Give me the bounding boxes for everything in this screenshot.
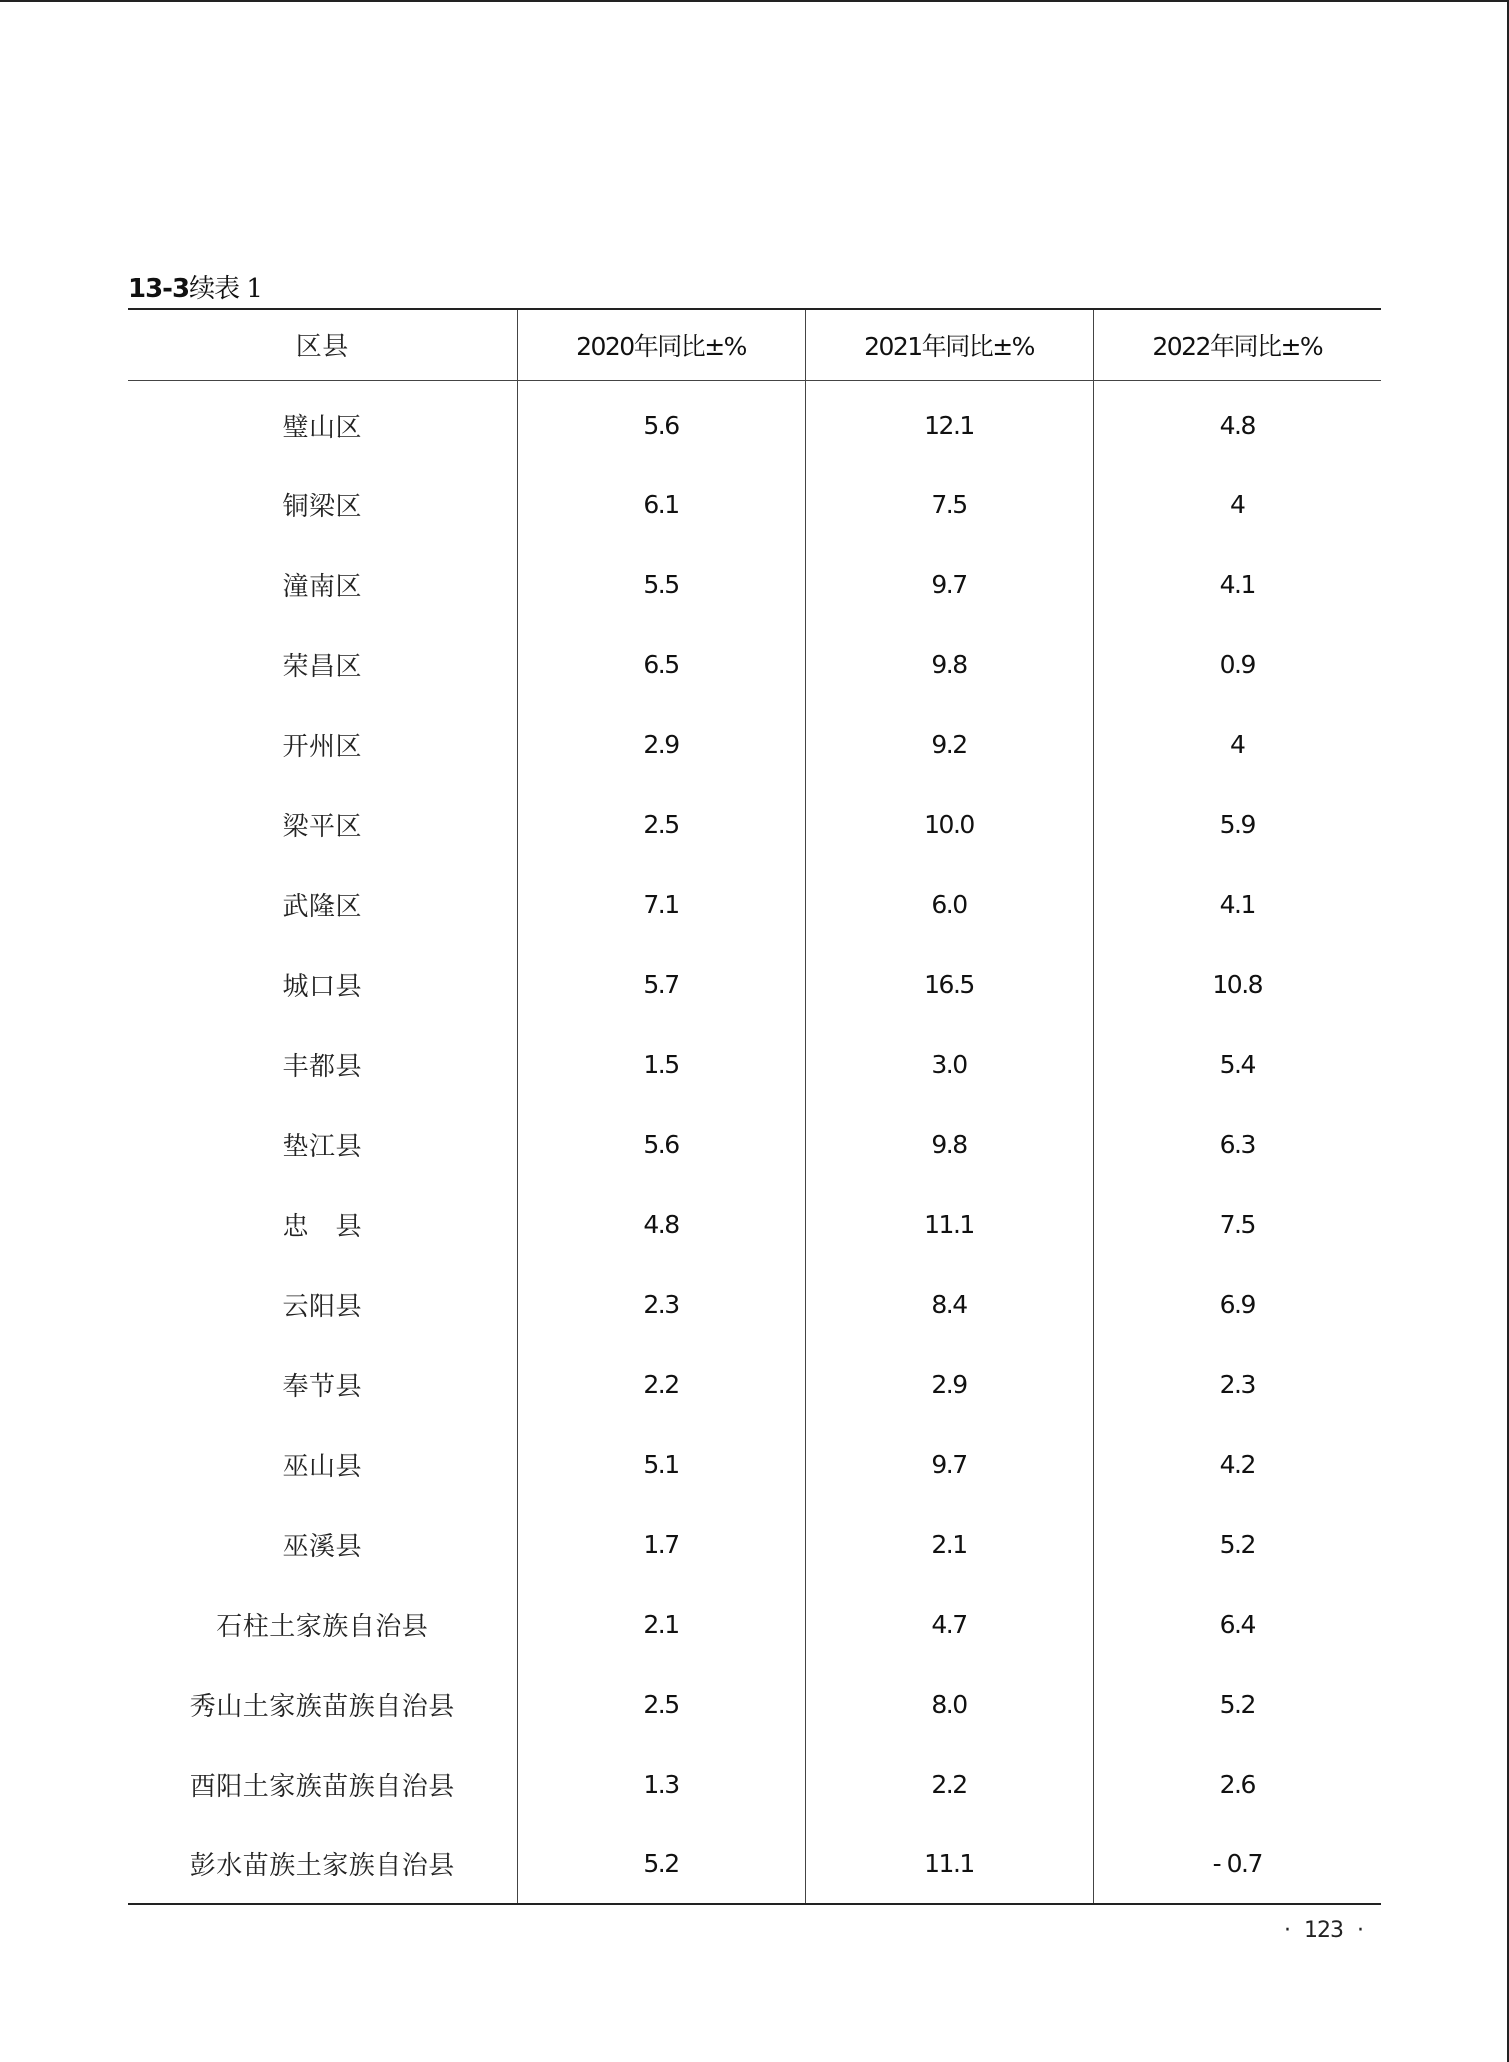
cell-region: 城口县 bbox=[282, 971, 362, 1002]
cell-2020: 2.5 bbox=[517, 784, 805, 864]
table-row bbox=[128, 1664, 1381, 1744]
cell-region: 荣昌区 bbox=[282, 651, 362, 682]
cell-2021: 9.7 bbox=[805, 544, 1093, 624]
cell-region: 秀山土家族苗族自治县 bbox=[189, 1691, 455, 1722]
cell-region: 开州区 bbox=[282, 731, 362, 762]
cell-2022: 4 bbox=[1093, 464, 1381, 544]
cell-region: 石柱土家族自治县 bbox=[216, 1611, 429, 1642]
cell-2020: 2.3 bbox=[517, 1264, 805, 1344]
table-row bbox=[128, 624, 1381, 704]
cell-region: 铜梁区 bbox=[282, 491, 362, 522]
cell-2022: - 0.7 bbox=[1093, 1824, 1381, 1904]
cell-region: 奉节县 bbox=[282, 1371, 362, 1402]
cell-2022: 4 bbox=[1093, 704, 1381, 784]
cell-2022: 5.4 bbox=[1093, 1024, 1381, 1104]
cell-2021: 9.8 bbox=[805, 624, 1093, 704]
cell-2021: 11.1 bbox=[805, 1824, 1093, 1904]
cell-region: 酉阳土家族苗族自治县 bbox=[189, 1771, 455, 1802]
cell-2022: 5.9 bbox=[1093, 784, 1381, 864]
cell-region: 忠 县 bbox=[282, 1211, 362, 1242]
table-row bbox=[128, 944, 1381, 1024]
cell-2021: 2.9 bbox=[805, 1344, 1093, 1424]
table-row bbox=[128, 1024, 1381, 1104]
table-row bbox=[128, 1264, 1381, 1344]
cell-2021: 16.5 bbox=[805, 944, 1093, 1024]
cell-region: 梁平区 bbox=[282, 811, 362, 842]
cell-2021: 9.7 bbox=[805, 1424, 1093, 1504]
cell-2021: 2.2 bbox=[805, 1744, 1093, 1824]
table-row bbox=[128, 704, 1381, 784]
cell-2020: 5.7 bbox=[517, 944, 805, 1024]
table-row bbox=[128, 380, 1381, 464]
cell-2020: 1.7 bbox=[517, 1504, 805, 1584]
cell-2021: 9.8 bbox=[805, 1104, 1093, 1184]
cell-2022: 4.1 bbox=[1093, 544, 1381, 624]
cell-2021: 9.2 bbox=[805, 704, 1093, 784]
cell-2021: 8.4 bbox=[805, 1264, 1093, 1344]
header-2020: 2020年同比±% bbox=[517, 309, 805, 380]
table-row bbox=[128, 1424, 1381, 1504]
cell-2020: 5.5 bbox=[517, 544, 805, 624]
table-title-suffix: 续表 1 bbox=[189, 274, 262, 304]
cell-2021: 6.0 bbox=[805, 864, 1093, 944]
table-row bbox=[128, 1584, 1381, 1664]
cell-2022: 2.3 bbox=[1093, 1344, 1381, 1424]
cell-2020: 5.2 bbox=[517, 1824, 805, 1904]
cell-2022: 6.4 bbox=[1093, 1584, 1381, 1664]
table-number: 13-3 bbox=[128, 274, 190, 304]
cell-region: 垫江县 bbox=[282, 1131, 362, 1162]
table-row bbox=[128, 1184, 1381, 1264]
page-number bbox=[1270, 1918, 1377, 1943]
cell-2021: 10.0 bbox=[805, 784, 1093, 864]
cell-2022: 5.2 bbox=[1093, 1664, 1381, 1744]
cell-2020: 5.1 bbox=[517, 1424, 805, 1504]
table-row bbox=[128, 1824, 1381, 1904]
table-row bbox=[128, 864, 1381, 944]
cell-2021: 3.0 bbox=[805, 1024, 1093, 1104]
cell-2020: 5.6 bbox=[517, 1104, 805, 1184]
cell-2020: 2.1 bbox=[517, 1584, 805, 1664]
cell-2020: 6.5 bbox=[517, 624, 805, 704]
header-2021: 2021年同比±% bbox=[805, 309, 1093, 380]
table-body bbox=[128, 380, 1381, 1904]
page-border-top bbox=[0, 0, 1509, 2]
cell-region: 彭水苗族土家族自治县 bbox=[128, 1824, 517, 1904]
cell-2022: 4.1 bbox=[1093, 864, 1381, 944]
header-2022: 2022年同比±% bbox=[1093, 309, 1381, 380]
cell-2021: 8.0 bbox=[805, 1664, 1093, 1744]
growth-rate-table bbox=[128, 308, 1381, 1905]
table-row bbox=[128, 1104, 1381, 1184]
cell-region: 武隆区 bbox=[282, 891, 362, 922]
table-row bbox=[128, 784, 1381, 864]
cell-2021: 12.1 bbox=[805, 380, 1093, 464]
cell-2022: 7.5 bbox=[1093, 1184, 1381, 1264]
cell-2020: 1.3 bbox=[517, 1744, 805, 1824]
cell-2021: 11.1 bbox=[805, 1184, 1093, 1264]
table-header bbox=[128, 309, 1381, 380]
cell-2020: 5.6 bbox=[517, 380, 805, 464]
table-title bbox=[128, 268, 262, 305]
cell-2022: 6.9 bbox=[1093, 1264, 1381, 1344]
cell-2021: 7.5 bbox=[805, 464, 1093, 544]
cell-region: 璧山区 bbox=[282, 412, 362, 443]
cell-2020: 2.9 bbox=[517, 704, 805, 784]
table-row bbox=[128, 1504, 1381, 1584]
table-row bbox=[128, 1744, 1381, 1824]
table-row bbox=[128, 1344, 1381, 1424]
cell-2020: 2.2 bbox=[517, 1344, 805, 1424]
cell-2022: 4.8 bbox=[1093, 380, 1381, 464]
cell-region: 巫山县 bbox=[282, 1451, 362, 1482]
cell-2022: 6.3 bbox=[1093, 1104, 1381, 1184]
cell-region: 潼南区 bbox=[282, 571, 362, 602]
table-row bbox=[128, 464, 1381, 544]
cell-2022: 2.6 bbox=[1093, 1744, 1381, 1824]
page-number-value: 123 bbox=[1304, 1918, 1343, 1943]
header-row bbox=[128, 309, 1381, 380]
table-row bbox=[128, 544, 1381, 624]
cell-region: 云阳县 bbox=[282, 1291, 362, 1322]
cell-2021: 2.1 bbox=[805, 1504, 1093, 1584]
cell-2020: 7.1 bbox=[517, 864, 805, 944]
cell-2020: 6.1 bbox=[517, 464, 805, 544]
cell-2021: 4.7 bbox=[805, 1584, 1093, 1664]
cell-2022: 10.8 bbox=[1093, 944, 1381, 1024]
page-number-left-dot: · bbox=[1284, 1918, 1290, 1943]
cell-2020: 2.5 bbox=[517, 1664, 805, 1744]
header-region: 区县 bbox=[128, 309, 517, 380]
cell-region: 丰都县 bbox=[282, 1051, 362, 1082]
cell-2020: 4.8 bbox=[517, 1184, 805, 1264]
cell-2022: 0.9 bbox=[1093, 624, 1381, 704]
cell-2022: 5.2 bbox=[1093, 1504, 1381, 1584]
cell-region: 巫溪县 bbox=[282, 1531, 362, 1562]
cell-2020: 1.5 bbox=[517, 1024, 805, 1104]
page-number-right-dot: · bbox=[1357, 1918, 1363, 1943]
cell-2022: 4.2 bbox=[1093, 1424, 1381, 1504]
